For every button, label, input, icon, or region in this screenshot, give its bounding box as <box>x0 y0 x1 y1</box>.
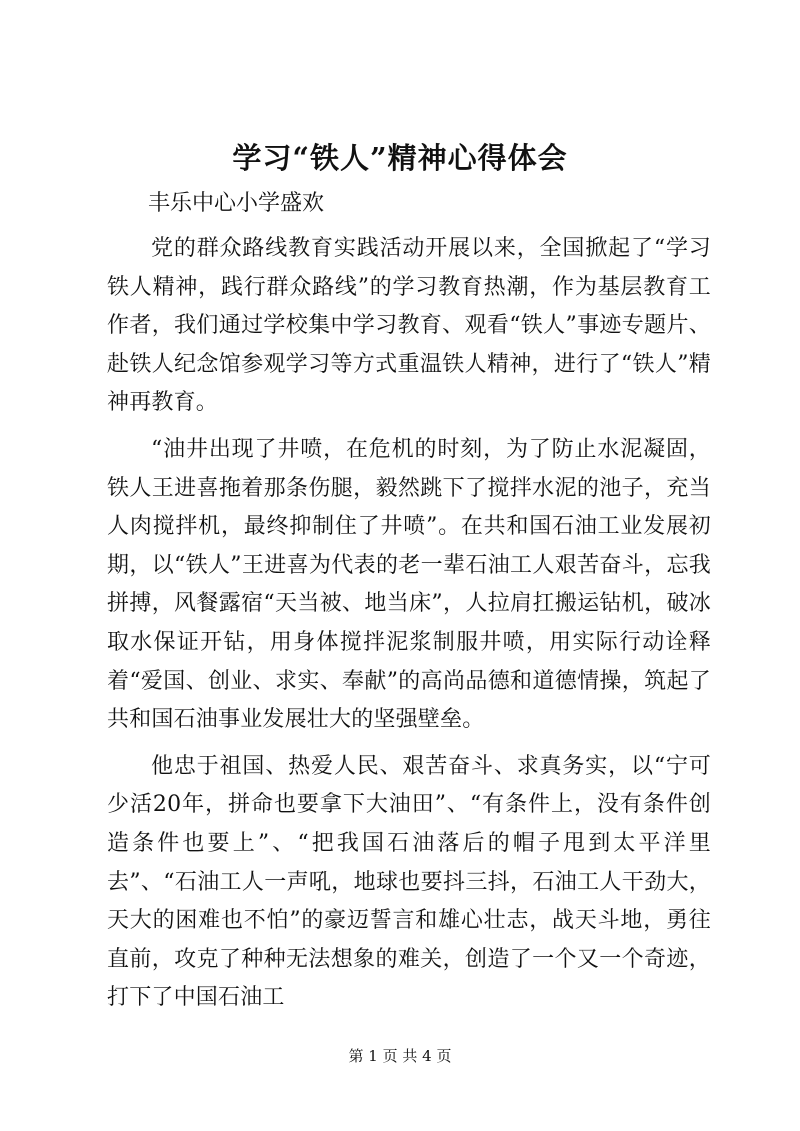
document-body <box>107 230 711 1018</box>
paragraph-1: 党的群众路线教育实践活动开展以来，全国掀起了“学习铁人精神，践行群众路线”的学习教育热潮，作为基层教育工作者，我们通过学校集中学习教育、观看“铁人”事迹专题片、赴铁人纪念馆参观学习等方式重温铁人精神，进行了“铁人”精神再教育。 <box>107 236 711 416</box>
document-title: 学习“铁人”精神心得体会 <box>232 141 568 175</box>
paragraph-3: 他忠于祖国、热爱人民、艰苦奋斗、求真务实，以“宁可少活20年，拼命也要拿下大油田”、“有条件上，没有条件创造条件也要上”、“把我国石油落后的帽子甩到太平洋里去”、“石油工人一声吼，地球也要抖三抖，石油工人干劲大，天大的困难也不怕”的豪迈誓言和雄心壮志，战天斗地，勇往直前，攻克了种种无法想象的难关，创造了一个又一个奇迹，打下了中国石油工 <box>107 753 711 1011</box>
document-author: 丰乐中心小学盛欢 <box>148 191 325 216</box>
page-footer: 第 1 页 共 4 页 <box>348 1047 452 1065</box>
paragraph-2: “油井出现了井喷，在危机的时刻，为了防止水泥凝固，铁人王进喜拖着那条伤腿，毅然跳下了搅拌水泥的池子，充当人肉搅拌机，最终抑制住了井喷”。在共和国石油工业发展初期，以“铁人”王进喜为代表的老一辈石油工人艰苦奋斗，忘我拼搏，风餐露宿“天当被、地当床”，人拉肩扛搬运钻机，破冰取水保证开钻，用身体搅拌泥浆制服井喷，用实际行动诠释着“爱国、创业、求实、奉献”的高尚品德和道德情操，筑起了共和国石油事业发展壮大的坚强壁垒。 <box>107 436 711 733</box>
